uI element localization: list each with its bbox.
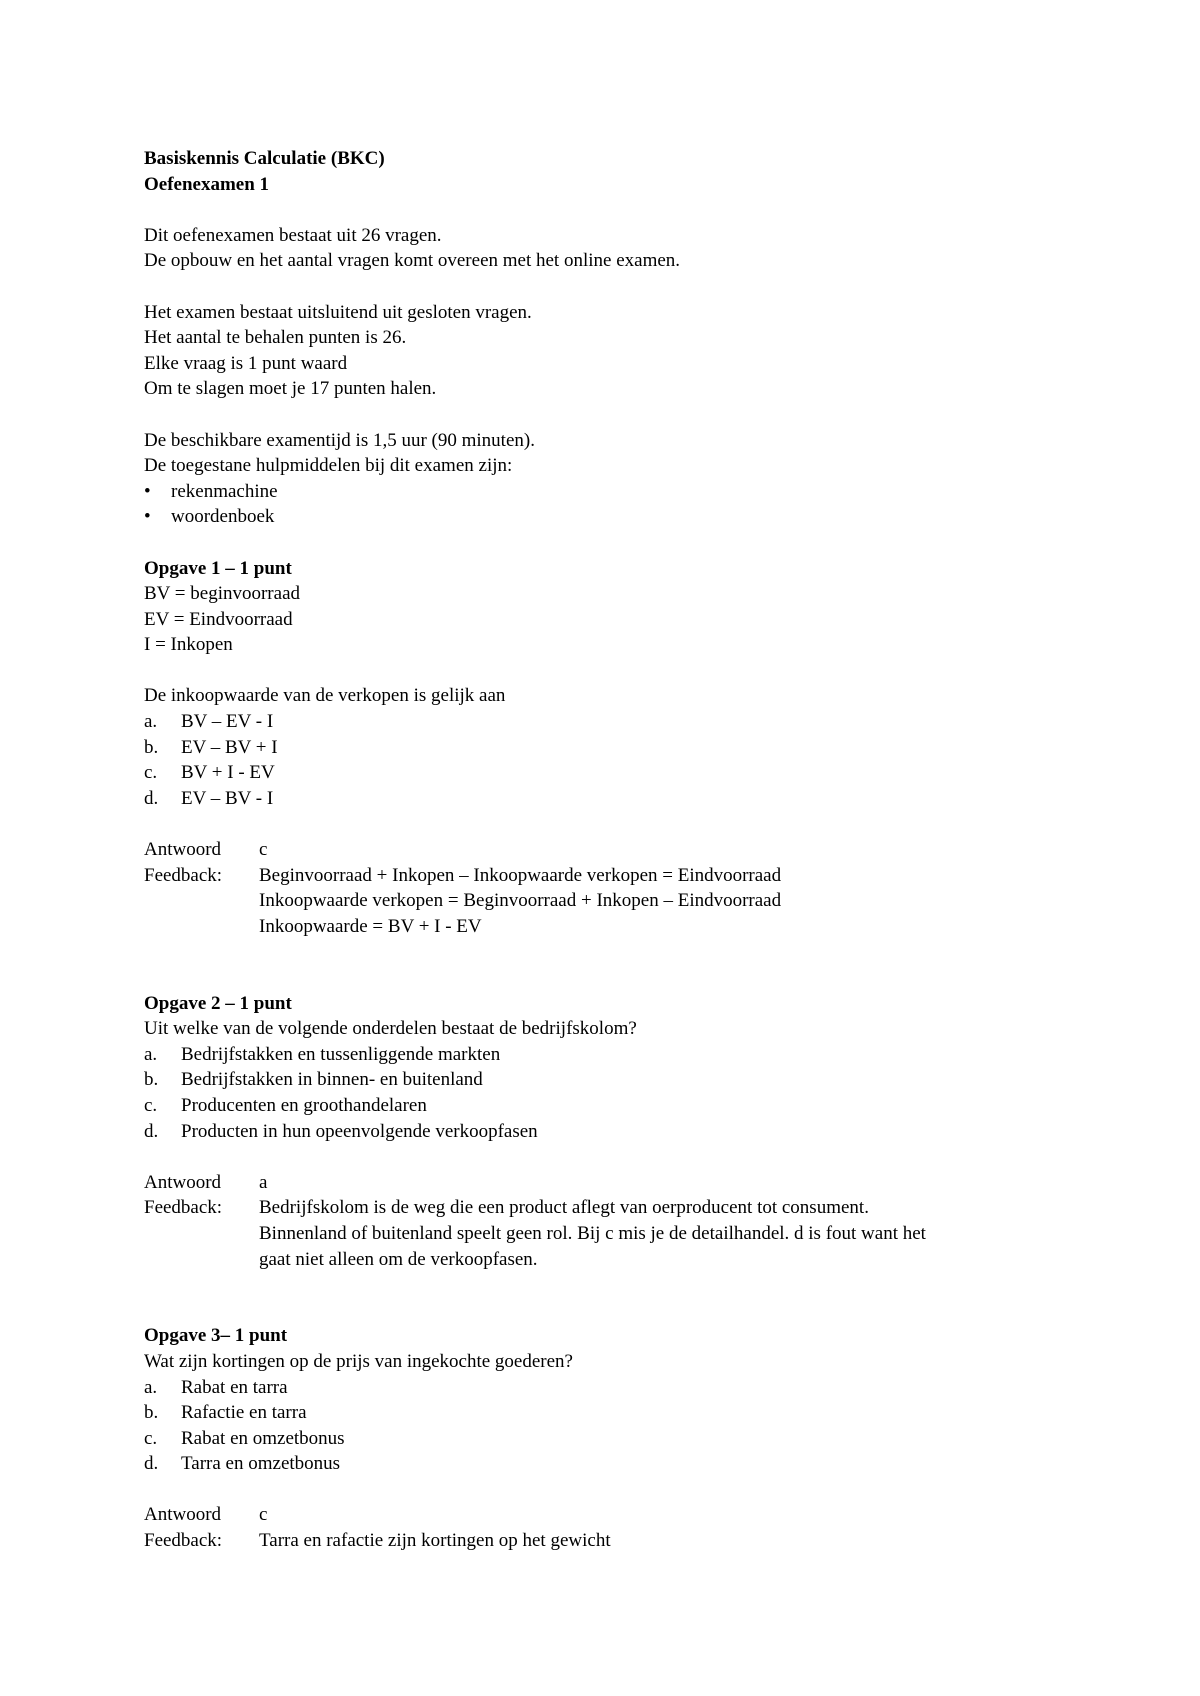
- answer-label: Antwoord: [144, 1504, 222, 1526]
- document-page: [144, 146, 1074, 1554]
- answer-option: [144, 786, 1074, 812]
- feedback-line: gaat niet alleen om de verkoopfasen.: [259, 1248, 538, 1270]
- intro-line: Dit oefenexamen bestaat uit 26 vragen.: [144, 224, 442, 246]
- option-letter: d.: [144, 1120, 159, 1142]
- intro-line: Het aantal te behalen punten is 26.: [144, 327, 407, 349]
- option-letter: c.: [144, 1427, 158, 1449]
- document-title: Basiskennis Calculatie (BKC): [144, 148, 385, 169]
- document-subtitle: Oefenexamen 1: [144, 173, 270, 195]
- intro-line: De toegestane hulpmiddelen bij dit examen zijn:: [144, 455, 513, 477]
- answer-option: [144, 1375, 1074, 1401]
- feedback-line: Beginvoorraad + Inkopen – Inkoopwaarde verkopen = Eindvoorraad: [259, 864, 782, 886]
- bullet-icon: •: [144, 480, 151, 502]
- aid-list-item: [144, 479, 1074, 505]
- option-letter: a.: [144, 1376, 158, 1398]
- feedback-line: Bedrijfskolom is de weg die een product aflegt van oerproducent tot consument.: [259, 1197, 869, 1219]
- answer-row: [144, 837, 1074, 863]
- option-text: BV – EV - I: [181, 711, 274, 733]
- bullet-icon: •: [144, 506, 151, 528]
- option-text: Producten in hun opeenvolgende verkoopfasen: [181, 1120, 538, 1142]
- question-heading: Opgave 2 – 1 punt: [144, 992, 292, 1014]
- intro-line: De opbouw en het aantal vragen komt overeen met het online examen.: [144, 250, 681, 272]
- aid-label: rekenmachine: [171, 480, 278, 502]
- question-text: Uit welke van de volgende onderdelen bestaat de bedrijfskolom?: [144, 1018, 637, 1040]
- definition-line: I = Inkopen: [144, 634, 233, 656]
- feedback-line: Binnenland of buitenland speelt geen rol. Bij c mis je de detailhandel. d is fout want het: [259, 1222, 926, 1244]
- option-letter: c.: [144, 1094, 158, 1116]
- answer-option: [144, 1067, 1074, 1093]
- option-text: Bedrijfstakken en tussenliggende markten: [181, 1043, 501, 1065]
- answer-label: Antwoord: [144, 1171, 222, 1193]
- answer-row: [144, 1502, 1074, 1528]
- aid-label: woordenboek: [171, 506, 275, 528]
- question-text: De inkoopwaarde van de verkopen is gelijk aan: [144, 685, 506, 707]
- intro-line: Elke vraag is 1 punt waard: [144, 352, 348, 374]
- option-letter: d.: [144, 787, 159, 809]
- option-text: EV – BV + I: [181, 736, 278, 758]
- feedback-label: Feedback:: [144, 1197, 223, 1219]
- option-letter: a.: [144, 1043, 158, 1065]
- feedback-label: Feedback:: [144, 1530, 223, 1552]
- option-text: Tarra en omzetbonus: [181, 1453, 341, 1475]
- feedback-line: Tarra en rafactie zijn kortingen op het gewicht: [259, 1530, 611, 1552]
- option-letter: c.: [144, 762, 158, 784]
- answer-option: [144, 1042, 1074, 1068]
- feedback-row: [144, 863, 1074, 940]
- aid-list-item: [144, 504, 1074, 530]
- answer-value: c: [259, 839, 268, 861]
- option-text: EV – BV - I: [181, 787, 274, 809]
- question-text: Wat zijn kortingen op de prijs van ingekochte goederen?: [144, 1350, 573, 1372]
- intro-line: Het examen bestaat uitsluitend uit gesloten vragen.: [144, 301, 532, 323]
- feedback-line: Inkoopwaarde = BV + I - EV: [259, 915, 482, 937]
- answer-row: [144, 1170, 1074, 1196]
- option-text: BV + I - EV: [181, 762, 275, 784]
- option-text: Rafactie en tarra: [181, 1402, 307, 1424]
- definition-line: BV = beginvoorraad: [144, 583, 300, 605]
- question-heading: Opgave 3– 1 punt: [144, 1325, 288, 1347]
- option-text: Bedrijfstakken in binnen- en buitenland: [181, 1069, 483, 1091]
- definition-line: EV = Eindvoorraad: [144, 608, 293, 630]
- intro-line: Om te slagen moet je 17 punten halen.: [144, 378, 437, 400]
- option-text: Rabat en omzetbonus: [181, 1427, 345, 1449]
- answer-option: [144, 760, 1074, 786]
- answer-value: a: [259, 1171, 268, 1193]
- option-letter: a.: [144, 711, 158, 733]
- option-text: Producenten en groothandelaren: [181, 1094, 427, 1116]
- option-letter: b.: [144, 1402, 159, 1424]
- question-heading: Opgave 1 – 1 punt: [144, 557, 292, 579]
- answer-option: [144, 1400, 1074, 1426]
- option-letter: d.: [144, 1453, 159, 1475]
- feedback-row: [144, 1528, 1074, 1554]
- option-text: Rabat en tarra: [181, 1376, 288, 1398]
- intro-line: De beschikbare examentijd is 1,5 uur (90 minuten).: [144, 429, 535, 451]
- answer-label: Antwoord: [144, 839, 222, 861]
- feedback-label: Feedback:: [144, 864, 223, 886]
- answer-value: c: [259, 1504, 268, 1526]
- answer-option: [144, 1451, 1074, 1477]
- feedback-line: Inkoopwaarde verkopen = Beginvoorraad + Inkopen – Eindvoorraad: [259, 890, 782, 912]
- answer-option: [144, 1426, 1074, 1452]
- feedback-row: [144, 1195, 1074, 1272]
- answer-option: [144, 1119, 1074, 1145]
- answer-option: [144, 735, 1074, 761]
- option-letter: b.: [144, 736, 159, 758]
- answer-option: [144, 1093, 1074, 1119]
- answer-option: [144, 709, 1074, 735]
- option-letter: b.: [144, 1069, 159, 1091]
